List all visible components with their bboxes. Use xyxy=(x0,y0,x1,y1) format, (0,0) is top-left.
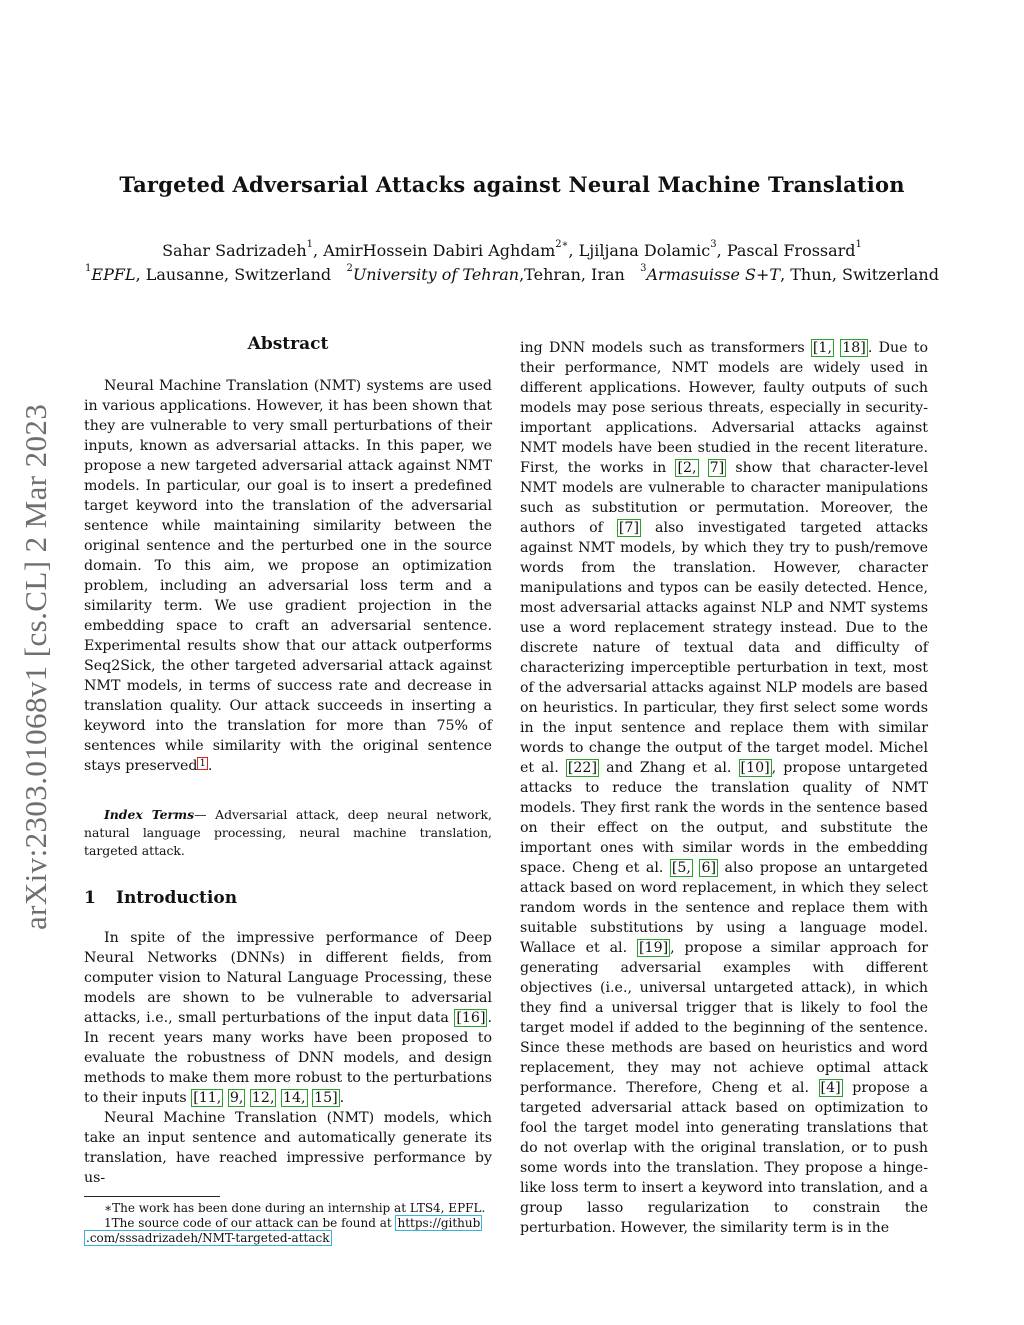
index-terms-text: Adversarial attack, deep neural network, natural language processing, neural machine translation, targeted attack. xyxy=(84,807,492,858)
author-affil-mark: 3 xyxy=(710,239,717,250)
citation-link[interactable]: 15] xyxy=(314,1090,338,1106)
intro-paragraph-1 xyxy=(84,928,492,1108)
abstract-heading: Abstract xyxy=(247,334,329,354)
citation-link[interactable]: [5, xyxy=(671,860,691,876)
citation-link[interactable]: [4] xyxy=(820,1080,841,1096)
body-text: also propose an untargeted attack based on word replacement, in which they select random words in the sentence and replace them with suitable substitutions by using a language model. Wallace et al. xyxy=(520,860,928,956)
code-url-link-cont[interactable]: .com/sssadrizadeh/NMT-targeted-attack xyxy=(86,1231,330,1245)
abstract-end: . xyxy=(207,758,213,774)
affil-place: , Lausanne, Switzerland xyxy=(135,265,332,284)
body-text: , propose a similar approach for generating adversarial examples with different objectives (i.e., universal untargeted attack), in which they find a universal trigger that is likely to fool the target model if added to the beginning of the sentence. Since these methods are based on heuristics and word replacement, they may not achieve optimal attack performance. Therefore, Cheng et al. xyxy=(520,940,928,1096)
body-text: . Due to their performance, NMT models are widely used in different applications. However, faulty outputs of such models may pose serious threats, especially in security-important applications. Adversarial attacks against NMT models have been studied in the recent literature. First, the works in xyxy=(520,340,929,476)
section-heading-introduction xyxy=(84,888,492,908)
intro-text: In spite of the impressive performance of Deep Neural Networks (DNNs) in different fields, from computer vision to Natural Language Processing, these models are shown to be vulnerable to adversarial attacks, i.e., small perturbations of the input data xyxy=(84,930,492,1026)
intro-paragraph-2: Neural Machine Translation (NMT) models, which take an input sentence and automatically generate its translation, have reached impressive performance by us- xyxy=(84,1110,492,1186)
intro-text: . In recent years many works have been proposed to evaluate the robustness of DNN models, and design methods to make them more robust to the perturbations to their inputs xyxy=(84,1010,492,1106)
affil-place: ,Tehran, Iran xyxy=(519,265,625,284)
author-name: Sahar Sadrizadeh xyxy=(162,241,307,260)
citation-link[interactable]: [1, xyxy=(812,340,832,356)
footnote-divider xyxy=(84,1196,220,1197)
body-text: and Zhang et al. xyxy=(598,760,739,776)
body-text: also investigated targeted attacks against NMT models, by which they try to push/remove words from the translation. However, character manipulations and typos can be easily detected. Hence, most adversarial attacks against NLP and NMT systems use a word replacement strategy instead. Due to the discrete nature of textual data and difficulty of characterizing imperceptible perturbation in text, most of the adversarial attacks against NLP models are based on heuristics. In particular, they first select some words in the input sentence and replace them with similar words to change the output of the target model. Michel et al. xyxy=(520,520,928,776)
right-column xyxy=(520,338,928,1238)
body-text: propose a targeted adversarial attack based on optimization to fool the target model into generating translations that do not overlap with the original translation, or to push some words into the translation. They propose a hinge-like loss term to insert a keyword into translation, and a group lasso regularization to constrain the perturbation. However, the similarity term is in the xyxy=(520,1080,928,1236)
left-column xyxy=(84,334,492,1246)
author-affil-mark: 1 xyxy=(855,239,862,250)
citation-link[interactable]: 14, xyxy=(282,1090,306,1106)
abstract-text: Neural Machine Translation (NMT) systems are used in various applications. However, it has been shown that they are vulnerable to very small perturbations of their inputs, known as adversarial attacks. In this paper, we propose a new targeted adversarial attack against NMT models. In particular, our goal is to insert a predefined target keyword into the translation of the adversarial sentence while maintaining similarity between the original sentence and the perturbed one in the source domain. To this aim, we propose an optimization problem, including an adversarial loss term and a similarity term. We use gradient projection in the embedding space to craft an adversarial sentence. Experimental results show that our attack outperforms Seq2Sick, the other targeted adversarial attack against NMT models, in terms of success rate and decrease in translation quality. Our attack succeeds in inserting a keyword into the translation for more than 75% of sentences while similarity with the original sentence stays preserved xyxy=(84,378,492,774)
body-text: show that character-level NMT models are vulnerable to character manipulations such as substitution or permutation. Moreover, the authors of xyxy=(520,460,928,536)
citation-link[interactable]: 18] xyxy=(842,340,866,356)
footnote-star: ∗The work has been done during an internship at LTS4, EPFL. xyxy=(104,1201,486,1215)
citation-link[interactable]: 6] xyxy=(701,860,717,876)
arxiv-identifier: arXiv:2303.01068v1 [cs.CL] 2 Mar 2023 xyxy=(18,403,53,930)
author-name: Pascal Frossard xyxy=(726,241,856,260)
citation-link[interactable]: 12, xyxy=(251,1090,275,1106)
author-list: Sahar Sadrizadeh$^1$, AmirHossein Dabiri Aghdam$^{2∗}$, Ljiljana Dolamic$^3$, Pascal Frossard$^1$ xyxy=(162,239,862,260)
section-title: Introduction xyxy=(116,888,238,908)
paper-title: Targeted Adversarial Attacks against Neural Machine Translation xyxy=(119,172,905,197)
citation-link[interactable]: 7] xyxy=(709,460,725,476)
citation-link[interactable]: [19] xyxy=(639,940,669,956)
footnote-1 xyxy=(84,1216,492,1246)
affil-mark: 2 xyxy=(346,263,353,274)
affil-mark: 1 xyxy=(85,263,92,274)
author-name: AmirHossein Dabiri Aghdam xyxy=(323,241,556,260)
footnote-text: 1The source code of our attack can be found at xyxy=(104,1216,396,1230)
code-url-link[interactable]: https://github xyxy=(397,1216,481,1230)
citation-link[interactable]: [10] xyxy=(740,760,770,776)
intro-continued xyxy=(520,338,928,1238)
affil-org: EPFL xyxy=(91,265,136,284)
author-name: Ljiljana Dolamic xyxy=(578,241,711,260)
citation-link[interactable]: [7] xyxy=(618,520,639,536)
body-text: ing DNN models such as transformers xyxy=(520,340,811,356)
intro-text: . xyxy=(339,1090,345,1106)
affil-mark: 3 xyxy=(640,263,647,274)
affil-org: University of Tehran xyxy=(352,265,520,284)
citation-link[interactable]: [11, xyxy=(193,1090,222,1106)
body-text: , propose untargeted attacks to reduce the translation quality of NMT models. They first rank the words in the sentence based on their effect on the output, and substitute the important ones with similar words in the embedding space. Cheng et al. xyxy=(520,760,929,876)
index-terms xyxy=(84,806,492,860)
citation-link[interactable]: [22] xyxy=(567,760,597,776)
affil-place: , Thun, Switzerland xyxy=(780,265,939,284)
author-affil-mark: 2∗ xyxy=(555,239,569,250)
citation-link[interactable]: [16] xyxy=(456,1010,486,1026)
citation-link[interactable]: 9, xyxy=(229,1090,244,1106)
section-number: 1 xyxy=(84,888,96,908)
affil-org: Armasuisse S+T xyxy=(646,265,781,284)
citation-link[interactable]: [2, xyxy=(677,460,697,476)
footnote-link[interactable]: 1 xyxy=(199,758,206,769)
author-affil-mark: 1 xyxy=(306,239,314,250)
abstract-body xyxy=(84,376,492,776)
index-terms-dash: — xyxy=(194,807,207,822)
affiliation-list xyxy=(0,265,1024,284)
index-terms-label: Index Terms xyxy=(104,807,195,822)
